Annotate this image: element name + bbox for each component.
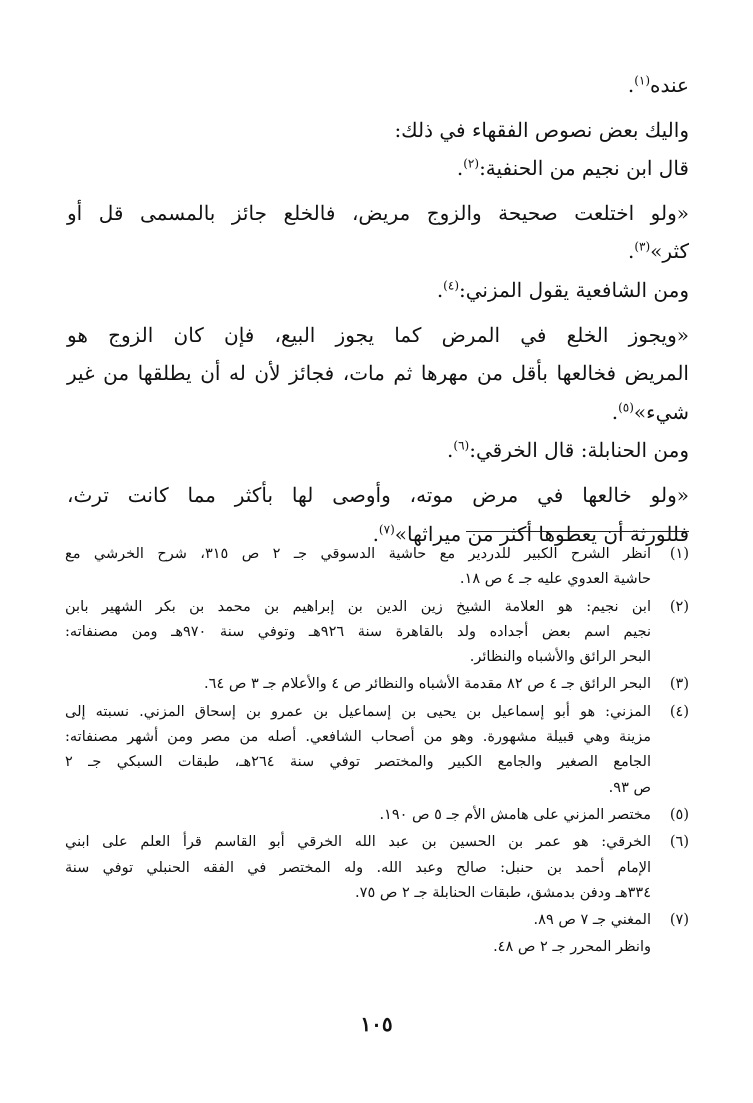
paragraph-text: قال ابن نجيم من الحنفية: [479,156,689,181]
paragraph-text: ومن الحنابلة: قال الخرقي: [469,438,689,463]
footnote-2 [65,595,689,671]
footnote-body [65,830,651,906]
paragraph-3 [67,149,689,188]
footnote-ref-3: (٣) [634,239,651,254]
quote-text: شيء» [633,399,689,424]
paragraph-text: عنده [650,73,689,97]
footnote-line: المزني: هو أبو إسماعيل بن يحيى بن إسماعيل بن عمرو بن إسحاق المزني. نسبته إلى [65,703,651,720]
footnote-line: ابن نجيم: هو العلامة الشيخ زين الدين بن إبراهيم بن محمد بن بكر الشهير بابن [65,598,651,615]
quote-2-line-3 [67,393,689,432]
punctuation: . [447,438,454,463]
footnote-body [65,700,651,801]
footnote-divider [466,531,689,532]
footnote-body [65,595,651,671]
quote-text: فللورثة أن يعطوها أكثر من ميراثها» [394,521,689,546]
footnote-line: نجيم اسم بعض أجداده ولد بالقاهرة سنة ٩٢٦هـ وتوفي سنة ٩٧٠هـ ومن مصنفاته: [65,623,651,640]
footnote-4 [65,700,689,801]
main-text [67,66,689,553]
footnote-5 [65,803,689,828]
paragraph-5 [67,271,689,310]
footnote-line: انظر الشرح الكبير للدردير مع حاشية الدسوقي جـ ٢ ص ٣١٥، شرح الخرشي مع [65,546,652,562]
footnote-line: البحر الرائق جـ ٤ ص ٨٢ مقدمة الأشباه والنظائر ص ٤ والأعلام جـ ٣ ص ٦٤. [204,676,651,693]
quote-2-line-2: المريض فخالعها بأقل من مهرها ثم مات، فجائز لأن له أن يطلقها من غير [67,361,689,386]
punctuation: . [372,521,379,546]
punctuation: . [611,399,619,424]
page-number: ١٠٥ [360,1012,393,1036]
footnote-ref-6: (٦) [453,438,470,453]
punctuation: . [627,73,635,97]
footnote-ref-4: (٤) [443,278,459,293]
footnote-ref-7: (٧) [378,521,395,536]
footnote-ref-5: (٥) [618,400,634,415]
punctuation: . [436,277,444,302]
footnote-body [65,803,651,828]
paragraph-7 [67,431,689,470]
punctuation: . [627,239,635,264]
footnote-line: مزينة وهي قبيلة مشهورة. وهو من أصحاب الشافعي. أصله من مصر ومن أشهر مصنفاته: [65,729,651,746]
footnote-number: (٦) [669,834,689,851]
footnote-line: حاشية العدوي عليه جـ ٤ ص ١٨. [459,571,651,588]
quote-1-line-2 [67,232,689,271]
footnote-number: (٧) [669,912,689,929]
footnote-number: (٤) [669,703,689,720]
quote-text: كثر» [650,239,689,264]
footnote-body [65,908,651,933]
footnote-number: (١) [669,546,689,562]
footnote-line: الخرقي: هو عمر بن الحسين بن عبد الله الخرقي أبو القاسم قرأ العلم على ابني [65,834,651,851]
footnotes [65,542,689,961]
paragraph-text: ومن الشافعية يقول المزني: [459,277,689,302]
footnote-line: مختصر المزني على هامش الأم جـ ٥ ص ١٩٠. [379,806,651,823]
footnote-line: الإمام أحمد بن حنبل: صالح وعبد الله. وله المختصر في الفقه الحنبلي توفي سنة [65,859,651,876]
footnote-line: ٣٣٤هـ ودفن بدمشق، طبقات الحنابلة جـ ٢ ص ٧٥. [355,884,651,901]
footnote-line: ص ٩٣. [608,779,651,796]
footnote-body [65,672,651,697]
footnote-7 [65,908,689,933]
footnote-6 [65,830,689,906]
footnote-line: البحر الرائق والأشباه والنظائر. [469,649,651,666]
punctuation: . [456,156,464,181]
quote-1-line-1: «ولو اختلعت صحيحة والزوج مريض، فالخلع جائز بالمسمى قل أو [67,200,689,225]
footnote-line: الجامع الصغير والجامع الكبير والمختصر توفي سنة ٢٦٤هـ، طبقات السبكي جـ ٢ [65,754,651,771]
footnote-line: المغني جـ ٧ ص ٨٩. [533,912,651,929]
footnote-number: (٣) [669,676,689,693]
footnote-ref-2: (٢) [463,156,480,171]
quote-2-line-1: «ويجوز الخلع في المرض كما يجوز البيع، فإن كان الزوج هو [67,322,689,347]
footnote-3 [65,672,689,697]
paragraph-2 [67,111,689,150]
footnote-body [65,542,651,593]
footnote-number: (٢) [669,598,689,615]
footnote-ref-1: (١) [634,73,651,88]
footnote-number: (٥) [669,806,689,823]
footnote-1 [65,542,689,593]
footnote-7-continuation: وانظر المحرر جـ ٢ ص ٤٨. [493,939,651,956]
quote-3-line-1: «ولو خالعها في مرض موته، وأوصى لها بأكثر مما كانت ترث، [67,482,689,507]
paragraph-1 [67,66,689,105]
paragraph-text: واليك بعض نصوص الفقهاء في ذلك: [394,117,689,142]
